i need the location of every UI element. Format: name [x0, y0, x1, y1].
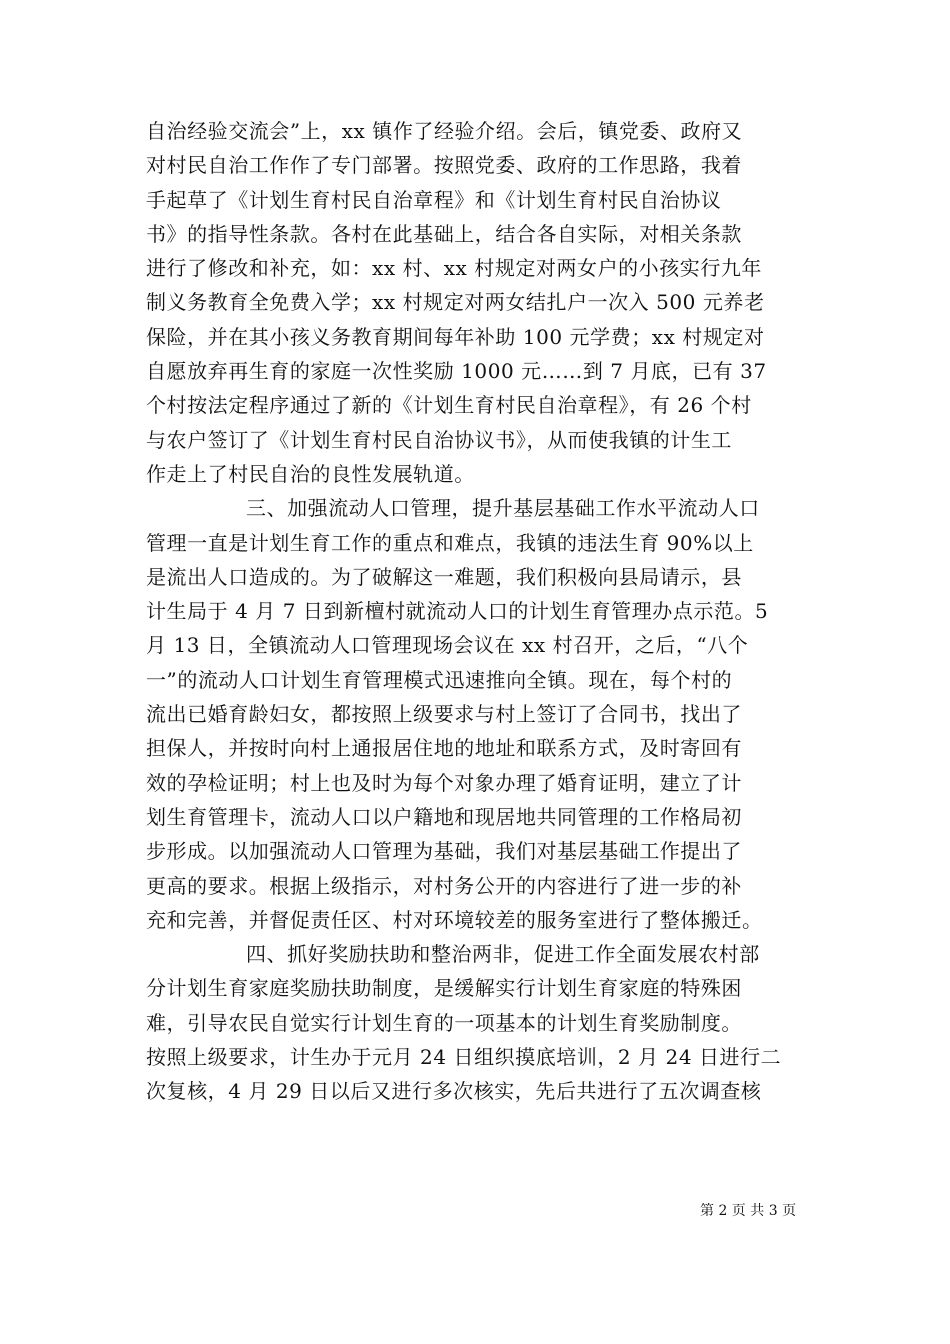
text-line: 流出已婚育龄妇女，都按照上级要求与村上签订了合同书，找出了 — [146, 702, 742, 727]
text-line: 与农户签订了《计划生育村民自治协议书》，从而使我镇的计生工 — [146, 427, 732, 452]
text-line: 充和完善，并督促责任区、村对环境较差的服务室进行了整体搬迁。 — [146, 907, 763, 932]
text-line: 分计划生育家庭奖励扶助制度，是缓解实行计划生育家庭的特殊困 — [146, 976, 742, 1001]
text-line: 次复核，4 月 29 日以后又进行多次核实，先后共进行了五次调查核 — [146, 1079, 762, 1104]
text-line: 进行了修改和补充，如：xx 村、xx 村规定对两女户的小孩实行九年 — [146, 256, 762, 281]
section-heading-line: 三、加强流动人口管理，提升基层基础工作水平流动人口 — [246, 496, 760, 521]
text-line: 难，引导农民自觉实行计划生育的一项基本的计划生育奖励制度。 — [146, 1010, 742, 1035]
page-number: 第 2 页 共 3 页 — [700, 1203, 797, 1219]
text-line: 保险，并在其小孩义务教育期间每年补助 100 元学费；xx 村规定对 — [146, 324, 765, 349]
text-line: 步形成。以加强流动人口管理为基础，我们对基层基础工作提出了 — [146, 839, 742, 864]
text-line: 计生局于 4 月 7 日到新檀村就流动人口的计划生育管理办点示范。5 — [146, 599, 769, 624]
text-line: 自治经验交流会”上，xx 镇作了经验介绍。会后，镇党委、政府又 — [146, 119, 743, 143]
text-line: 月 13 日，全镇流动人口管理现场会议在 xx 村召开，之后，“八个 — [146, 633, 749, 658]
text-line: 自愿放弃再生育的家庭一次性奖励 1000 元……到 7 月底，已有 37 — [146, 359, 767, 384]
text-line: 个村按法定程序通过了新的《计划生育村民自治章程》，有 26 个村 — [146, 393, 752, 418]
text-line: 制义务教育全免费入学；xx 村规定对两女结扎户一次入 500 元养老 — [146, 290, 765, 315]
text-line: 作走上了村民自治的良性发展轨道。 — [146, 461, 475, 486]
text-line: 效的孕检证明；村上也及时为每个对象办理了婚育证明，建立了计 — [146, 770, 742, 795]
body-text — [146, 114, 806, 1109]
text-line: 更高的要求。根据上级指示，对村务公开的内容进行了进一步的补 — [146, 873, 742, 898]
text-line: 按照上级要求，计生办于元月 24 日组织摸底培训，2 月 24 日进行二 — [146, 1045, 782, 1070]
text-line: 担保人，并按时向村上通报居住地的地址和联系方式，及时寄回有 — [146, 736, 742, 761]
text-line: 管理一直是计划生育工作的重点和难点，我镇的违法生育 90%以上 — [146, 530, 754, 555]
text-line: 手起草了《计划生育村民自治章程》和《计划生育村民自治协议 — [146, 187, 722, 212]
section-heading-line: 四、抓好奖励扶助和整治两非，促进工作全面发展农村部 — [246, 942, 760, 967]
text-line: 书》的指导性条款。各村在此基础上，结合各自实际，对相关条款 — [146, 221, 742, 246]
text-line: 是流出人口造成的。为了破解这一难题，我们积极向县局请示，县 — [146, 564, 742, 589]
text-line: 对村民自治工作作了专门部署。按照党委、政府的工作思路，我着 — [146, 153, 742, 178]
text-line: 一”的流动人口计划生育管理模式迅速推向全镇。现在，每个村的 — [146, 667, 733, 692]
text-line: 划生育管理卡，流动人口以户籍地和现居地共同管理的工作格局初 — [146, 804, 742, 829]
